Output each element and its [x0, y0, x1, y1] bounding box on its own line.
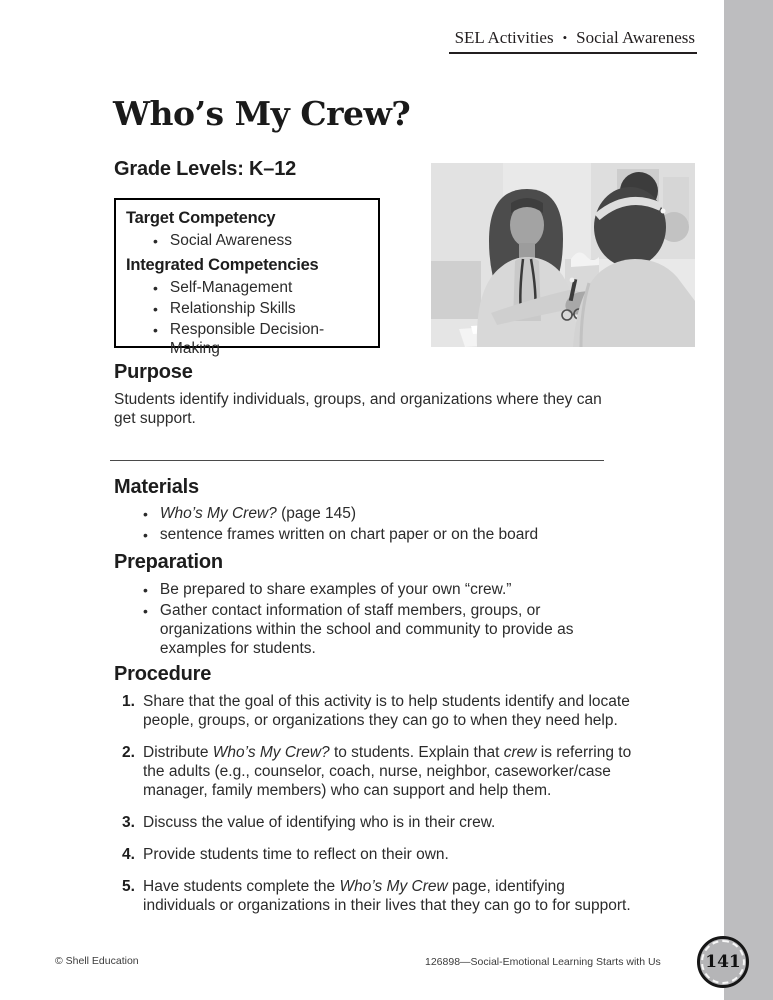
- list-item: [114, 601, 619, 658]
- activity-photo: [431, 163, 695, 347]
- list-item: [126, 231, 370, 252]
- text-run: (page 145): [276, 505, 357, 522]
- step-text: [143, 692, 633, 730]
- italic-text-run: Who’s My Crew: [339, 878, 448, 895]
- footer-copyright: © Shell Education: [55, 955, 139, 967]
- step-number: 1.: [122, 693, 135, 710]
- text-run: Be prepared to share examples of your own “crew.”: [159, 581, 512, 598]
- preparation-list: [114, 580, 619, 658]
- procedure-step: [122, 845, 637, 864]
- activity-photo-illustration: [431, 163, 695, 347]
- list-item: [126, 320, 370, 358]
- text-run: sentence frames written on chart paper or on the board: [159, 526, 539, 543]
- list-item-text: Social Awareness: [169, 232, 292, 249]
- grade-levels: Grade Levels: K–12: [114, 158, 297, 180]
- list-item: [126, 278, 370, 299]
- footer-edition: 126898—Social-Emotional Learning Starts with Us: [425, 956, 661, 968]
- section-divider: [110, 460, 604, 461]
- italic-text-run: Who’s My Crew?: [212, 744, 330, 761]
- step-number: 5.: [122, 878, 135, 895]
- procedure-steps: [122, 692, 637, 928]
- procedure-step: [122, 743, 637, 800]
- italic-text-run: Who’s My Crew?: [159, 505, 277, 522]
- text-run: Share that the goal of this activity is to help students identify and locate people, groups, or organizations they can go to when they need help.: [143, 693, 630, 729]
- italic-text-run: crew: [503, 744, 537, 761]
- step-text: [143, 813, 633, 832]
- page-title: Who’s My Crew?: [113, 94, 411, 133]
- bullet-icon: •: [153, 280, 158, 296]
- purpose-heading: Purpose: [114, 361, 193, 383]
- list-item: [114, 525, 619, 546]
- target-competency-heading: Target Competency: [126, 209, 276, 227]
- preparation-heading: Preparation: [114, 551, 223, 573]
- list-item-text: Responsible Decision-Making: [169, 321, 325, 357]
- materials-list: [114, 504, 619, 546]
- text-run: is referring to the adults (e.g., counselor, coach, nurse, neighbor, caseworker/case manager, family members) who can support and help them.: [143, 744, 632, 799]
- list-item-text: Self-Management: [169, 279, 293, 296]
- list-item-text: [160, 580, 612, 599]
- bullet-icon: •: [153, 301, 158, 317]
- text-run: Discuss the value of identifying who is in their crew.: [143, 814, 496, 831]
- list-item: [126, 299, 370, 320]
- text-run: to students. Explain that: [329, 744, 504, 761]
- bullet-separator-icon: •: [562, 30, 568, 45]
- bullet-icon: •: [153, 233, 158, 249]
- bullet-icon: •: [143, 527, 148, 543]
- procedure-step: [122, 692, 637, 730]
- running-head: [449, 28, 697, 54]
- page-number-badge: [697, 936, 749, 988]
- list-item-text: [160, 504, 612, 523]
- bullet-icon: •: [143, 603, 148, 619]
- step-text: [143, 743, 633, 800]
- list-item: [114, 580, 619, 601]
- procedure-heading: Procedure: [114, 663, 212, 685]
- text-run: page, identifying individuals or organizations in their lives that they can go to for support.: [143, 878, 631, 914]
- list-item-text: [160, 601, 612, 658]
- competency-box: [114, 198, 380, 357]
- text-run: Have students complete the: [143, 878, 340, 895]
- page-number: 141: [705, 952, 741, 972]
- purpose-body: Students identify individuals, groups, and organizations where they can get support.: [114, 391, 602, 427]
- procedure-step: [122, 877, 637, 915]
- procedure-step: [122, 813, 637, 832]
- text-run: Distribute: [143, 744, 213, 761]
- target-competency-list: [126, 231, 370, 252]
- list-item-text: [160, 525, 612, 544]
- bullet-icon: •: [153, 322, 158, 338]
- list-item-text: Relationship Skills: [169, 300, 296, 317]
- text-run: Provide students time to reflect on their own.: [143, 846, 449, 863]
- integrated-competencies-list: [126, 278, 370, 358]
- list-item: [114, 504, 619, 525]
- bullet-icon: •: [143, 506, 148, 522]
- step-number: 4.: [122, 846, 135, 863]
- step-text: [143, 845, 633, 864]
- running-head-section: SEL Activities: [454, 28, 554, 47]
- integrated-competencies-heading: Integrated Competencies: [126, 256, 319, 274]
- page-edge-gray-bar: [724, 0, 773, 1000]
- step-number: 2.: [122, 744, 135, 761]
- step-number: 3.: [122, 814, 135, 831]
- bullet-icon: •: [143, 582, 148, 598]
- text-run: Gather contact information of staff members, groups, or organizations within the school and community to provide as examples for students.: [159, 602, 574, 657]
- running-head-topic: Social Awareness: [576, 28, 695, 47]
- step-text: [143, 877, 633, 915]
- materials-heading: Materials: [114, 476, 199, 498]
